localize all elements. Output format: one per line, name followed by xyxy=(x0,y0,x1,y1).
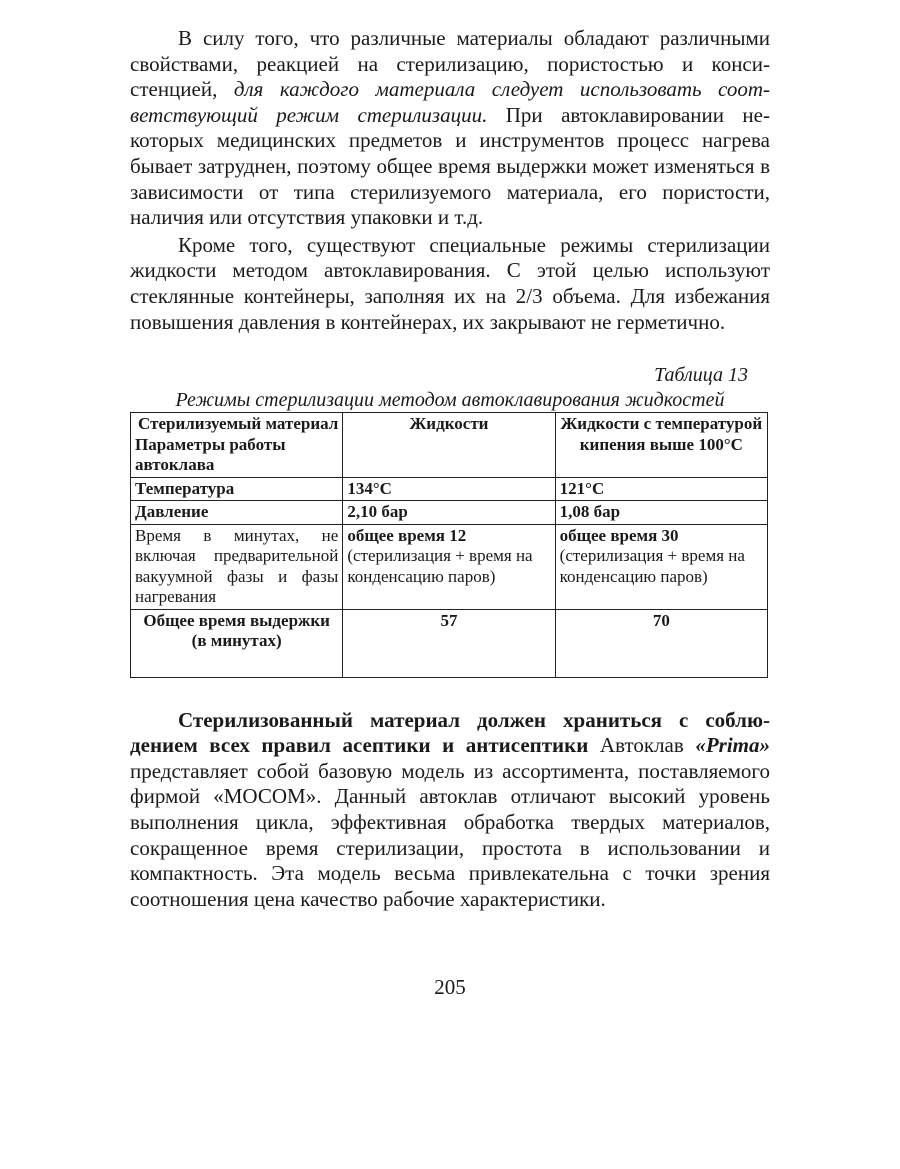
paragraph-prima-autoclave xyxy=(130,708,770,913)
table-cell xyxy=(555,524,767,609)
header-sterilized-material: Стерилизуемый материал xyxy=(138,414,339,434)
table-row xyxy=(131,477,768,501)
header-autoclave-parameters: Параметры работы автоклава xyxy=(135,434,286,475)
table-cell xyxy=(343,524,555,609)
table-cell: 121°С xyxy=(555,477,767,501)
header-liquids: Жидкости xyxy=(343,413,555,478)
row-label: Температура xyxy=(131,477,343,501)
page-content xyxy=(130,18,770,912)
paragraph-sterilization-modes xyxy=(130,26,770,231)
table-number: Таблица 13 xyxy=(654,364,748,387)
table-row xyxy=(131,609,768,677)
bold-statement: Стерилизованный материал должен храниться с соблюдением всех правил асептики и антисептики xyxy=(130,707,770,758)
table-row xyxy=(131,501,768,525)
table-cell: 2,10 бар xyxy=(343,501,555,525)
paragraph-1-italic: для каждого материала следует использовать соответствующий режим стерилизации. xyxy=(130,77,770,127)
table-cell: 1,08 бар xyxy=(555,501,767,525)
paragraph-liquid-sterilization: Кроме того, существуют специальные режимы стерилизации жидкости методом автоклавирования. С этой целью используют стеклянные контейнеры, заполняя их на 2/3 объема. Для избежания повышения давления в контейнерах, их закрывают не герметично. xyxy=(130,232,770,334)
table-header-row xyxy=(131,413,768,478)
paragraph-1-text: В силу того, что различные материалы обладают различными свойствами, реакцией на стерилизацию, пористостью и консистенцией, xyxy=(130,26,770,102)
table-header-corner xyxy=(131,413,343,478)
row-label: Давление xyxy=(131,501,343,525)
row-label: Общее время выдержки (в минутах) xyxy=(131,609,343,677)
brand-name: «Prima» xyxy=(695,733,770,758)
total-time-value: общее время 30 xyxy=(559,525,679,545)
table-cell: 70 xyxy=(555,609,767,677)
closing-text-2: представляет собой базовую модель из ассортимента, поставляемого фирмой «МОСОМ». Данный автоклав отличают высокий уровень выполнения цикла, эффективная обработка твердых материалов, сокращенное время стерилизации, простота в использовании и компактность. Эта модель весьма привлекательна с точки зрения соотношения цена качество рабочие характеристики. xyxy=(130,758,770,911)
header-liquids-high-boiling: Жидкости с температурой кипения выше 100°С xyxy=(555,413,767,478)
paragraph-1-rest: При автоклавировании некоторых медицинских предметов и инструментов процесс нагрева бывает затруднен, поэтому общее время выдержки может изменяться в зависимости от типа стерилизуемого материала, его пористости, наличия или отсутствия упаковки и т.д. xyxy=(130,102,770,230)
row-label: Время в минутах, не включая предварительной вакуумной фазы и фазы нагревания xyxy=(131,524,343,609)
table-caption: Режимы стерилизации методом автоклавирования жидкостей xyxy=(175,389,725,412)
table-cell: 134°С xyxy=(343,477,555,501)
cell-note: (стерилизация + время на конденсацию паров) xyxy=(347,546,533,586)
sterilization-table xyxy=(130,412,768,678)
table-row xyxy=(131,524,768,609)
closing-text-1: Автоклав xyxy=(588,733,696,758)
cell-note: (стерилизация + время на конденсацию паров) xyxy=(559,546,745,586)
total-time-value: общее время 12 xyxy=(347,525,467,545)
table-cell: 57 xyxy=(343,609,555,677)
page-number: 205 xyxy=(434,975,466,999)
